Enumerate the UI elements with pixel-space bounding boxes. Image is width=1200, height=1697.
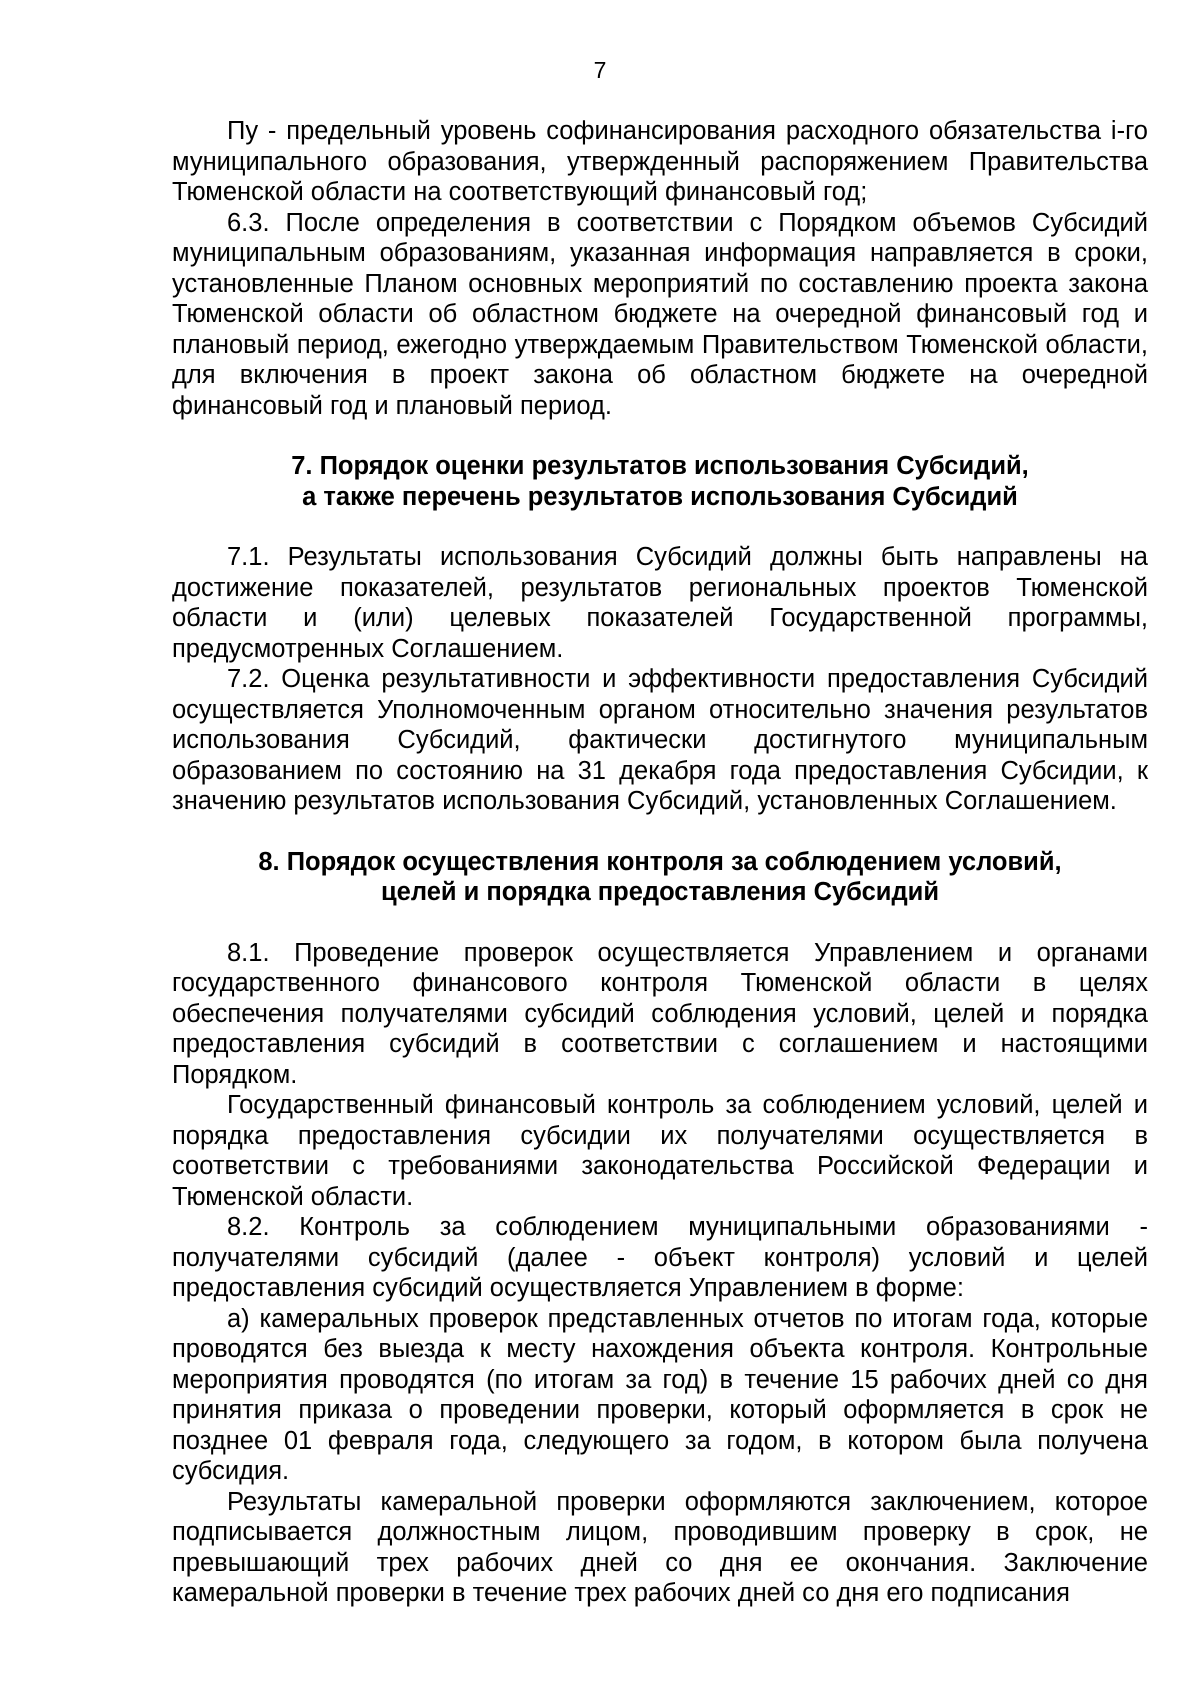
paragraph-desk-audit-results: Результаты камеральной проверки оформляются заключением, которое подписывается должностным лицом, проводившим проверку в срок, не превышающий трех рабочих дней со дня ее окончания. Заключение камеральной проверки в течение трех рабочих дней со дня его подписания: [172, 1487, 1148, 1607]
paragraph-6-3: 6.3. После определения в соответствии с Порядком объемов Субсидий муниципальным образованиям, указанная информация направляется в сроки, установленные Планом основных мероприятий по составлению проекта закона Тюменской области об областном бюджете на очередной финансовый год и плановый период, ежегодно утверждаемым Правительством Тюменской области, для включения в проект закона об областном бюджете на очередной финансовый год и плановый период.: [172, 208, 1148, 420]
paragraph-8-1: 8.1. Проведение проверок осуществляется Управлением и органами государственного финансового контроля Тюменской области в целях обеспечения получателями субсидий соблюдения условий, целей и порядка предоставления субсидий в соответствии с соглашением и настоящими Порядком.: [172, 938, 1148, 1089]
page-number: 7: [593, 57, 607, 83]
section-7-heading: [172, 451, 1148, 512]
section-8-heading-line-2: целей и порядка предоставления Субсидий: [380, 878, 939, 906]
section-8-heading-line-1: 8. Порядок осуществления контроля за соблюдением условий,: [258, 847, 1062, 876]
document-body: [172, 116, 1148, 1609]
paragraph-py-definition: Пу - предельный уровень софинансирования расходного обязательства i-го муниципального образования, утвержденный распоряжением Правительства Тюменской области на соответствующий финансовый год;: [172, 117, 1148, 206]
paragraph-state-financial-control: Государственный финансовый контроль за соблюдением условий, целей и порядка предоставления субсидии их получателями осуществляется в соответствии с требованиями законодательства Российской Федерации и Тюменской области.: [172, 1091, 1148, 1211]
paragraph-8-2: 8.2. Контроль за соблюдением муниципальными образованиями - получателями субсидий (далее - объект контроля) условий и целей предоставления субсидий осуществляется Управлением в форме:: [172, 1213, 1148, 1302]
section-7-heading-line-2: а также перечень результатов использования Субсидий: [302, 482, 1018, 511]
section-7-heading-line-1: 7. Порядок оценки результатов использования Субсидий,: [291, 452, 1029, 480]
paragraph-7-2: 7.2. Оценка результативности и эффективности предоставления Субсидий осуществляется Уполномоченным органом относительно значения результатов использования Субсидий, фактически достигнутого муниципальным образованием по состоянию на 31 декабря года предоставления Субсидии, к значению результатов использования Субсидий, установленных Соглашением.: [172, 665, 1148, 815]
paragraph-7-1: 7.1. Результаты использования Субсидий должны быть направлены на достижение показателей, результатов региональных проектов Тюменской области и (или) целевых показателей Государственной программы, предусмотренных Соглашением.: [172, 543, 1148, 663]
section-8-heading: [172, 847, 1148, 908]
paragraph-8-2-a: а) камеральных проверок представленных отчетов по итогам года, которые проводятся без выезда к месту нахождения объекта контроля. Контрольные мероприятия проводятся (по итогам за год) в течение 15 рабочих дней со дня принятия приказа о проведении проверки, который оформляется в срок не позднее 01 февраля года, следующего за годом, в котором была получена субсидия.: [172, 1304, 1148, 1485]
